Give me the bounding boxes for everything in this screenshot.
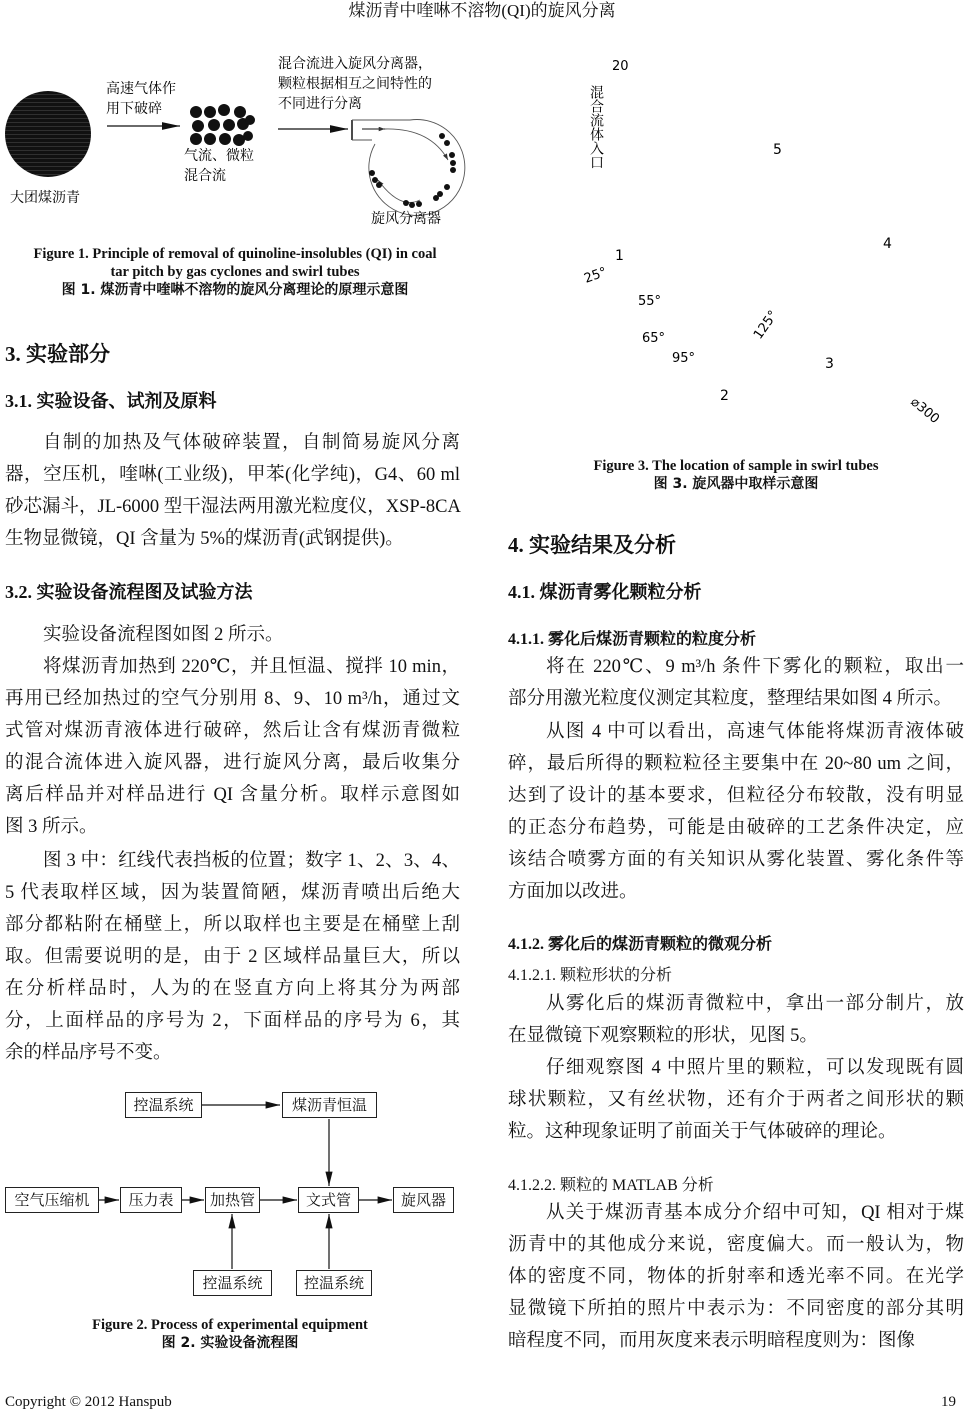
box-pressure-gauge: 压力表 <box>120 1187 182 1213</box>
section-heading-4-1-1: 4.1.1. 雾化后煤沥青颗粒的粒度分析 <box>508 631 757 648</box>
text-line: 砂芯漏斗，JL-6000 型干湿法两用激光粒度仪，XSP-8CA <box>5 497 461 517</box>
box-pitch-constant-temp: 煤沥青恒温 <box>282 1092 377 1118</box>
paragraph <box>5 651 460 843</box>
angle-65-label: 65° <box>642 331 666 346</box>
angle-25-label: 25° <box>582 264 610 287</box>
text-line: 从雾化后的煤沥青微粒中，拿出一部分制片，放 <box>546 994 964 1014</box>
paragraph <box>508 716 964 908</box>
text-line: 实验设备流程图如图 2 所示。 <box>43 625 284 645</box>
text-line: 球状颗粒，又有丝状物，还有介于两者之间形状的颗 <box>508 1090 964 1110</box>
section-heading-4: 4. 实验结果及分析 <box>508 533 676 557</box>
text-line: 仔细观察图 4 中照片里的颗粒，可以发现既有圆 <box>546 1058 964 1078</box>
text-line: 的正态分布趋势，可能是由破碎的工艺条件决定，应 <box>508 818 964 838</box>
caption-en-1: Figure 1. Principle of removal of quinoline-insolubles (QI) in coal <box>33 246 437 262</box>
angle-55-label: 55° <box>638 294 662 309</box>
text-line: 在显微镜下观察颗粒的形状，见图 5。 <box>508 1026 818 1046</box>
caption-zh: 图 3. 旋风器中取样示意图 <box>653 476 819 492</box>
text-line: 在分析样品时，人为的在竖直方向上将其分为两部 <box>5 979 460 999</box>
section-heading-4-1-2: 4.1.2. 雾化后的煤沥青颗粒的微观分析 <box>508 936 773 953</box>
text-line: 部分都粘附在桶壁上，所以取样也主要是在桶壁上刮 <box>5 915 460 935</box>
inlet-label: 混合流体入口 <box>588 85 604 169</box>
text-line: 从图 4 中可以看出，高速气体能将煤沥青液体破 <box>546 722 964 742</box>
section-heading-3-2: 3.2. 实验设备流程图及试验方法 <box>5 582 253 602</box>
running-header: 煤沥青中喹啉不溶物(QI)的旋风分离 <box>348 1 616 20</box>
section-heading-4-1-2-1: 4.1.2.1. 颗粒形状的分析 <box>508 967 673 984</box>
box-venturi: 文式管 <box>298 1187 359 1213</box>
box-cyclone: 旋风器 <box>393 1187 454 1213</box>
section-heading-4-1-2-2: 4.1.2.2. 颗粒的 MATLAB 分析 <box>508 1177 714 1194</box>
text-line: 该结合喷雾方面的有关知识从雾化装置、雾化条件等 <box>508 850 964 870</box>
figure-2-caption <box>0 1316 460 1352</box>
pitch-blob-icon <box>5 91 91 177</box>
paragraph <box>5 427 460 555</box>
section-heading-4-1: 4.1. 煤沥青雾化颗粒分析 <box>508 582 702 602</box>
paragraph <box>508 1197 964 1357</box>
caption-en: Figure 2. Process of experimental equipment <box>92 1317 368 1333</box>
label-big-pitch: 大团煤沥青 <box>10 190 80 206</box>
box-temp-control-bottom-1: 控温系统 <box>193 1270 272 1296</box>
text-line: 暗程度不同，而用灰度来表示明暗程度则为：图像 <box>508 1331 916 1351</box>
text-line: 再用已经加热过的空气分别用 8、9、10 m³/h，通过文 <box>5 689 460 709</box>
text-line: 取。但需要说明的是，由于 2 区域样品量巨大，所以 <box>5 947 460 967</box>
text-line: 将在 220℃、9 m³/h 条件下雾化的颗粒，取出一 <box>546 657 964 677</box>
text-line: 余的样品序号不变。 <box>5 1043 172 1063</box>
box-temp-control-top: 控温系统 <box>125 1092 202 1118</box>
label-enter: 混合流进入旋风分离器， <box>278 56 432 72</box>
label-enter-2: 颗粒根据相互之间特性的 <box>278 76 432 92</box>
label-mix: 气流、微粒 <box>184 148 254 164</box>
region-2-label: 2 <box>720 388 729 404</box>
label-gas: 高速气体作 <box>106 81 176 97</box>
figure-3-diagram <box>560 40 964 450</box>
page-number: 19 <box>941 1394 956 1410</box>
text-line: 图 3 所示。 <box>5 817 98 837</box>
label-gas-2: 用下破碎 <box>106 101 162 117</box>
particles-icon <box>190 104 255 146</box>
text-line: 图 3 中：红线代表挡板的位置；数字 1、2、3、4、 <box>43 851 460 871</box>
region-5-label: 5 <box>773 142 782 158</box>
text-line: 部分用激光粒度仪测定其粒度，整理结果如图 4 所示。 <box>508 689 953 709</box>
paragraph <box>5 845 460 1069</box>
text-line: 式管对煤沥青液体进行破碎，然后让含有煤沥青微粒 <box>5 721 460 741</box>
diameter-label: ⌀300 <box>907 394 943 428</box>
paragraph <box>508 1052 964 1148</box>
section-heading-3: 3. 实验部分 <box>5 342 110 366</box>
box-heating-tube: 加热管 <box>205 1187 260 1213</box>
label-cyclone: 旋风分离器 <box>371 211 441 227</box>
section-heading-3-1: 3.1. 实验设备、试剂及原料 <box>5 391 217 411</box>
text-line: 生物显微镜，QI 含量为 5%的煤沥青(武钢提供)。 <box>5 529 404 549</box>
region-4-label: 4 <box>883 236 892 252</box>
text-line: 体的密度不同，物体的折射率和透光率不同。在光学 <box>508 1267 964 1287</box>
text-line: 5 代表取样区域，因为装置简陋，煤沥青喷出后绝大 <box>5 883 460 903</box>
text-line: 分，上面样品的序号为 2，下面样品的序号为 6，其 <box>5 1011 460 1031</box>
text-line: 的混合流体进入旋风器，进行旋风分离，最后收集分 <box>5 753 460 773</box>
figure-1-diagram <box>0 40 480 240</box>
caption-en-2: tar pitch by gas cyclones and swirl tubes <box>110 264 360 280</box>
text-line: 将煤沥青加热到 220℃，并且恒温、搅拌 10 min， <box>43 657 460 677</box>
copyright: Copyright © 2012 Hanspub <box>5 1394 172 1410</box>
inlet-width-label: 20 <box>612 59 629 74</box>
text-line: 自制的加热及气体破碎装置，自制简易旋风分离 <box>43 433 460 453</box>
label-enter-3: 不同进行分离 <box>278 96 362 112</box>
caption-zh: 图 1. 煤沥青中喹啉不溶物的旋风分离理论的原理示意图 <box>61 282 409 298</box>
paragraph <box>5 619 460 651</box>
paragraph <box>508 988 964 1052</box>
paragraph <box>508 651 964 715</box>
text-line: 离后样品并对样品进行 QI 含量分析。取样示意图如 <box>5 785 460 805</box>
box-temp-control-bottom-2: 控温系统 <box>296 1270 372 1296</box>
text-line: 达到了设计的基本要求，但粒径分布较散，没有明显 <box>508 786 964 806</box>
region-3-label: 3 <box>825 356 834 372</box>
figure-1-caption <box>0 245 470 299</box>
text-line: 粒。这种现象证明了前面关于气体破碎的理论。 <box>508 1122 897 1142</box>
text-line: 器，空压机，喹啉(工业级)，甲苯(化学纯)，G4、60 ml <box>5 465 460 485</box>
label-mix-2: 混合流 <box>184 168 226 184</box>
text-line: 碎，最后所得的颗粒粒径主要集中在 20~80 um 之间， <box>508 754 964 774</box>
text-line: 沥青中的其他成分来说，密度偏大。而一般认为，物 <box>508 1235 964 1255</box>
region-1-label: 1 <box>615 248 624 264</box>
text-line: 方面加以改进。 <box>508 882 638 902</box>
figure-3-caption <box>508 457 964 493</box>
box-air-compressor: 空气压缩机 <box>5 1187 99 1213</box>
caption-en: Figure 3. The location of sample in swirl tubes <box>593 458 879 474</box>
cyclone-icon <box>352 120 465 216</box>
angle-95-label: 95° <box>672 351 696 366</box>
angle-125-label: 125° <box>750 308 782 343</box>
text-line: 显微镜下所拍的照片中表示为：不同密度的部分其明 <box>508 1299 964 1319</box>
text-line: 从关于煤沥青基本成分介绍中可知，QI 相对于煤 <box>546 1203 964 1223</box>
caption-zh: 图 2. 实验设备流程图 <box>161 1335 299 1351</box>
